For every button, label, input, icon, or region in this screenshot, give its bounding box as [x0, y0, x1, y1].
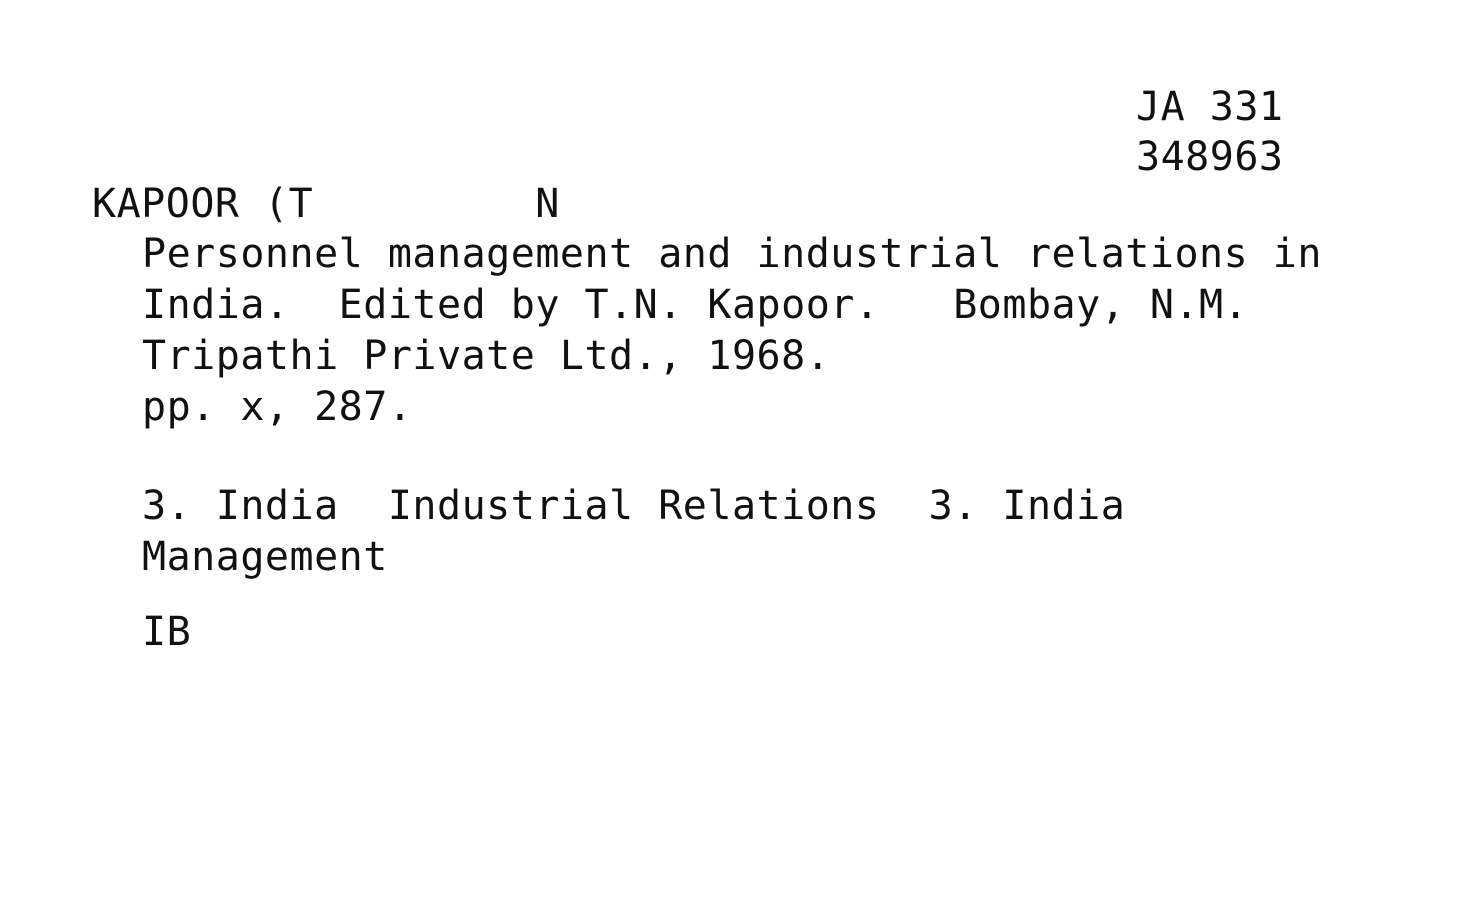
title-line-1: Personnel management and industrial relations in	[142, 231, 1322, 277]
imprint-line: Tripathi Private Ltd., 1968.	[142, 333, 831, 379]
subject-line-2: Management	[142, 534, 388, 580]
call-number	[1136, 82, 1436, 182]
subject-line-1: 3. India Industrial Relations 3. India	[142, 483, 1126, 529]
author-heading	[92, 180, 560, 228]
accession-number: 348963	[1136, 134, 1284, 180]
classification-number: JA 331	[1136, 84, 1284, 130]
author-initial: N	[535, 181, 560, 227]
collation-line: pp. x, 287.	[142, 384, 413, 430]
location-code: IB	[142, 609, 192, 655]
title-line-2: India. Edited by T.N. Kapoor. Bombay, N.M.	[142, 282, 1249, 328]
author-surname: KAPOOR (T	[92, 181, 314, 227]
